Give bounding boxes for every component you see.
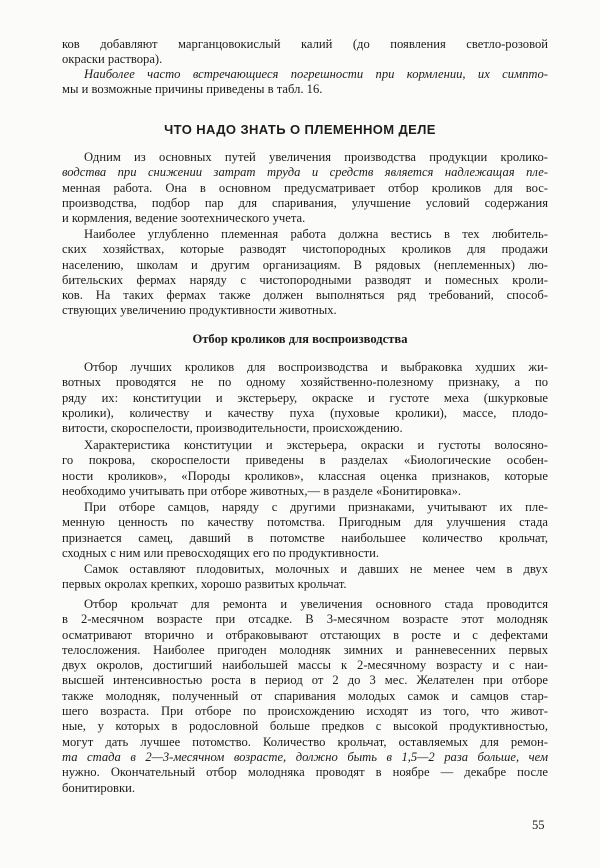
text-line: кролики), количеству и качеству пуха (пуховые кролики), массе, плодо- <box>62 405 548 420</box>
paragraph-breeding-intro <box>62 150 548 226</box>
text-line: вотных проводятся не по одному хозяйственно-полезному признаку, а по <box>62 375 548 390</box>
text-line: бонитировки. <box>62 780 135 795</box>
text-line: Характеристика конституции и экстерьера, окраски и густоты волосяно- <box>84 438 548 452</box>
text-line: мы и возможные причины приведены в табл. 16. <box>62 82 323 97</box>
paragraph-table-reference <box>62 67 548 98</box>
text-line: и кормления, ведение зоотехнического учета. <box>62 211 306 226</box>
text-line: Отбор крольчат для ремонта и увеличения основного стада проводится <box>84 597 548 611</box>
text-line: менная работа. Она в основном предусматривает отбор кроликов для вос- <box>62 180 548 195</box>
text-line: Отбор лучших кроликов для воспроизводства и выбраковка худших жи- <box>84 360 548 374</box>
text-line: бительских фермах наряду с чистопородными разводят и помесных кроли- <box>62 272 548 287</box>
text-line: ков добавляют марганцовокислый калий (до появления светло-розовой <box>62 37 548 51</box>
text-line: менную ценность по качеству потомства. Пригодным для улучшения стада <box>62 515 548 530</box>
text-line: нужно. Окончательный отбор молодняка проводят в ноябре — декабре после <box>62 765 548 780</box>
text-line: производства, подбор пар для спаривания, улучшение условий содержания <box>62 195 548 210</box>
text-line: в 2-месячном возрасте при отсадке. В 3-месячном возрасте этот молодняк <box>62 612 548 627</box>
paragraph-males <box>62 500 548 561</box>
text-line: первых окролах крепких, хорошо развитых крольчат. <box>62 577 347 592</box>
paragraph-characteristics <box>62 438 548 499</box>
paragraph-amateur-farms <box>62 227 548 319</box>
text-line: сходных с ним или превосходящих его по продуктивности. <box>62 545 380 560</box>
text-line: высшей интенсивностью роста в период от 2 до 3 мес. Желателен при отборе <box>62 673 548 688</box>
text-line: телосложения. Наиболее пригоден молодняк зимних и ранневесенних первых <box>62 642 548 657</box>
text-line: населению, школам и другим организациям. В рядовых (неплеменных) лю- <box>62 257 548 272</box>
text-line: витости, скороспелости, производительности, происхождению. <box>62 421 403 436</box>
paragraph-females <box>62 562 548 593</box>
paragraph-intro-end <box>62 37 548 68</box>
text-line: Наиболее часто встречающиеся погрешности при кормлении, их симпто- <box>84 67 548 81</box>
text-line: Наиболее углубленно племенная работа должна вестись в тех любитель- <box>84 227 548 241</box>
text-line: двух окролов, достигший наибольшей массы к 2-месячному возрасту и с наи- <box>62 658 548 673</box>
text-line: ные, у которых в родословной больше предков с высокой продуктивностью, <box>62 719 548 734</box>
section-heading: ЧТО НАДО ЗНАТЬ О ПЛЕМЕННОМ ДЕЛЕ <box>164 122 436 137</box>
text-line: ряду их: конституции и экстерьеру, окраске и густоте меха (шкурковые <box>62 390 548 405</box>
text-line: водства при снижении затрат труда и средств является надлежащая пле- <box>62 165 548 180</box>
text-line: ности кроликов», «Породы кроликов», классная оценка признаков, которые <box>62 468 548 483</box>
paragraph-young-selection <box>62 597 548 796</box>
subsection-heading: Отбор кроликов для воспроизводства <box>192 332 408 346</box>
text-line: шего возраста. При отборе по происхождению исходят из того, что живот- <box>62 704 548 719</box>
text-line: признается самец, давший в потомстве наибольшее количество крольчат, <box>62 530 548 545</box>
text-line: ков. На таких фермах также должен выполняться ряд требований, способ- <box>62 288 548 303</box>
text-line: окраски раствора). <box>62 52 163 67</box>
text-line: Самок оставляют плодовитых, молочных и давших не менее чем в двух <box>84 562 548 576</box>
page-number: 55 <box>532 818 545 832</box>
text-line: осматривают вторично и отбраковывают отстающих в росте и с дефектами <box>62 627 548 642</box>
text-line: ских хозяйствах, которые разводят чистопородных кроликов для продажи <box>62 242 548 257</box>
text-line: го покрова, скороспелости приведены в разделах «Биологические особен- <box>62 453 548 468</box>
paragraph-selection-criteria <box>62 360 548 436</box>
text-line: необходимо учитывать при отборе животных,— в разделе «Бонитировка». <box>62 483 462 498</box>
text-line: Одним из основных путей увеличения производства продукции кролико- <box>84 150 548 164</box>
text-line: ствующих увеличению продуктивности животных. <box>62 303 337 318</box>
text-line: могут дать лучшее потомство. Количество крольчат, оставляемых для ремон- <box>62 734 548 749</box>
text-line: также молодняк, полученный от спаривания молодых самок и самцов стар- <box>62 688 548 703</box>
text-line: При отборе самцов, наряду с другими признаками, учитывают их пле- <box>84 500 548 514</box>
text-line: та стада в 2—3-месячном возрасте, должно быть в 1,5—2 раза больше, чем <box>62 749 548 764</box>
